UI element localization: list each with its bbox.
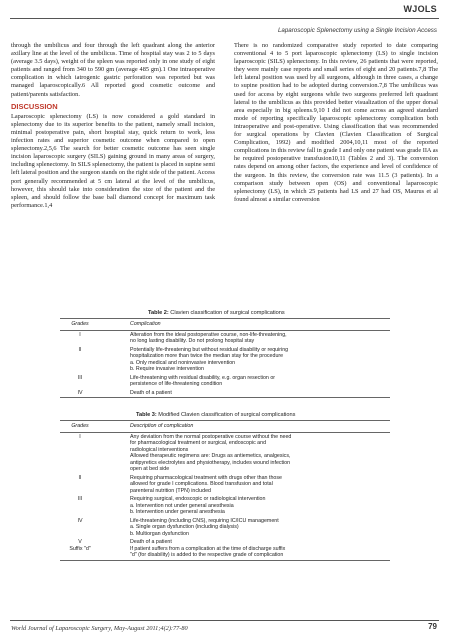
table-row [60, 517, 390, 539]
right-column [234, 42, 438, 207]
table2-title: Clavien classification of surgical complications [168, 310, 285, 316]
grade-cell: V Suffix "d" [69, 539, 91, 552]
table3-label: Table 3: [136, 412, 157, 418]
grade-cell: III [77, 374, 83, 381]
table2 [60, 318, 390, 398]
table-row [60, 346, 390, 374]
description-cell: Life-threatening (including CNS), requiring IC/ICU management a. Single organ dysfunction (including dialysis) b. Multiorgan dysfunction [130, 517, 279, 537]
grade-cell: III [77, 496, 83, 502]
header-rule [10, 18, 439, 19]
grade-cell: I [79, 433, 81, 440]
description-cell: Death of a patient [130, 389, 172, 396]
table-row [60, 474, 390, 496]
running-title: Laparoscopic Splenectomy using a Single Incision Access [277, 27, 437, 34]
table3-caption [136, 412, 295, 418]
description-cell: Death of a patient If patient suffers from a complication at the time of discharge suffix "d" (for disability) is added to the respective grade of complication [130, 539, 286, 558]
grade-cell: II [78, 346, 82, 353]
grade-cell: IV [77, 389, 83, 396]
table-row [60, 495, 390, 517]
paragraph: through the umbilicus and four through the left quadrant along the anterior axillary line at the level of the umbilicus. Time of hospital stay was 2 to 5 days (average 3.5 days), weight of the spleen was reported only in one study of eight patients and ranged from 340 to 590 gm (average 485 gm).1 One intraoperative complication in which iatrogenic gastric perforation was reported but was managed laparoscopically.6 All reported good cosmetic outcome and patient/parents satisfaction. [11, 42, 215, 98]
footer-citation: World Journal of Laparoscopic Surgery, May-August 2011;4(2):77-80 [11, 625, 188, 632]
table3-title: Modified Clavien classification of surgical complications [156, 412, 296, 418]
grade-cell: IV [77, 517, 83, 524]
table-row [60, 389, 390, 398]
header-description: Description of complication [130, 423, 194, 429]
paragraph: There is no randomized comparative study reported to date comparing conventional 4 to 5 port laparoscopic splenectomy (LS) to single incision laparoscopic (SILS) splenectomy. In this review, 26 patients that were reported, they were mainly case reports and small series of eight and 20 patients.7,8 The left lateral position was used by all surgeons, although in three cases, a change to supine position had to be adopted during conversion.7,8 The umbilicus was used for access by eight surgeons while two surgeons preferred left quadrant lateral to the umbilicus as this provided better visualization of the upper dorsal area especially in big spleens.9,10 I did not come across an agreed standard mode of reporting specifically laparoscopic splenectomy complication both intraoperative and post-operative. Using classification that was recommended for surgical operations by Clavien (Clavien Classification of Surgical Complication, 1992) and modified 2004,10,11 most of the reported complications in this review fall in grade I and only one patient was grade IIA as he required postoperative transfusion10,11 (Tables 2 and 3). The conversion rates depend on among other factors, the experience and level of confidence of the surgeon. In this review, the conversion rate was 11.5 (3 patients). In a comparison study between open (OS) and conventional laparoscopic splenectomy (LS), in which 25 patients had LS and 27 had OS, Maurus et al found almost a similar conversion [234, 42, 438, 203]
footer-rule [10, 620, 439, 621]
left-column [11, 42, 215, 213]
description-cell: Requiring surgical, endoscopic or radiological intervention a. Intervention not under general anesthesia b. Intervention under general anesthesia [130, 496, 266, 515]
table-row [60, 433, 390, 474]
table-row [60, 538, 390, 560]
description-cell: Potentially life-threatening but without residual disability or requiring hospitalization more than twice the median stay for the procedure a. Only medical and noninvasive intervention b. Require invasive intervention [130, 346, 289, 372]
header-grades: Grades [71, 321, 89, 327]
table-row [60, 331, 390, 346]
table-row [60, 374, 390, 389]
table-header [60, 319, 390, 330]
table-header [60, 421, 390, 432]
journal-abbrev: WJOLS [403, 4, 437, 14]
section-heading: DISCUSSION [11, 101, 58, 111]
description-cell: Requiring pharmacological treatment with drugs other than those allowed for grade I complications. Blood transfusion and total parenteral nutrition (TPN) included [130, 474, 282, 494]
header-grades: Grades [71, 423, 89, 429]
grade-cell: II [78, 474, 82, 481]
grade-cell: I [79, 331, 81, 338]
paragraph: Laparoscopic splenectomy (LS) is now considered a gold standard in splenectomy due to its superior benefits to the patient, namely small incision, minimal postoperative pain, short hospital stay, quick return to work, less infection rates and superior cosmetic outcome when compared to open splenectomy.2,5,6 The search for better cosmetic outcome has seen single incision laparoscopic surgery (SILS) gaining ground in many areas of surgery, including splenectomy. In SILS splenectomy, the patient is placed in supine semi left lateral position and the surgeon stands on the right side of the patient. Access port generally recommended at 5 cm lateral at the level of the umbilicus, however, this should take into consideration the size of the patient and the spleen, and should follow the base ball diamond concept for maximum task performance.1,4 [11, 112, 215, 209]
table2-caption [148, 310, 285, 316]
table2-label: Table 2: [148, 310, 169, 316]
description-cell: Any deviation from the normal postoperative course without the need for pharmacological treatment or surgical, endoscopic and radiological interventions Allowed therapeutic regimens are: Drugs as antiemetics, analgesics, antipyretics electrolytes and physiotherapy, includes wound infection open at bed side [130, 433, 292, 472]
page-number: 79 [428, 622, 437, 631]
description-cell: Life-threatening with residual disability, e.g. organ resection or persistence of life-threatening condition [130, 374, 276, 387]
description-cell: Alteration from the ideal postoperative course, non-life-threatening, no long lasting disability. Do not prolong hospital stay [130, 331, 287, 344]
header-complication: Complication [130, 321, 161, 327]
table3 [60, 420, 390, 561]
